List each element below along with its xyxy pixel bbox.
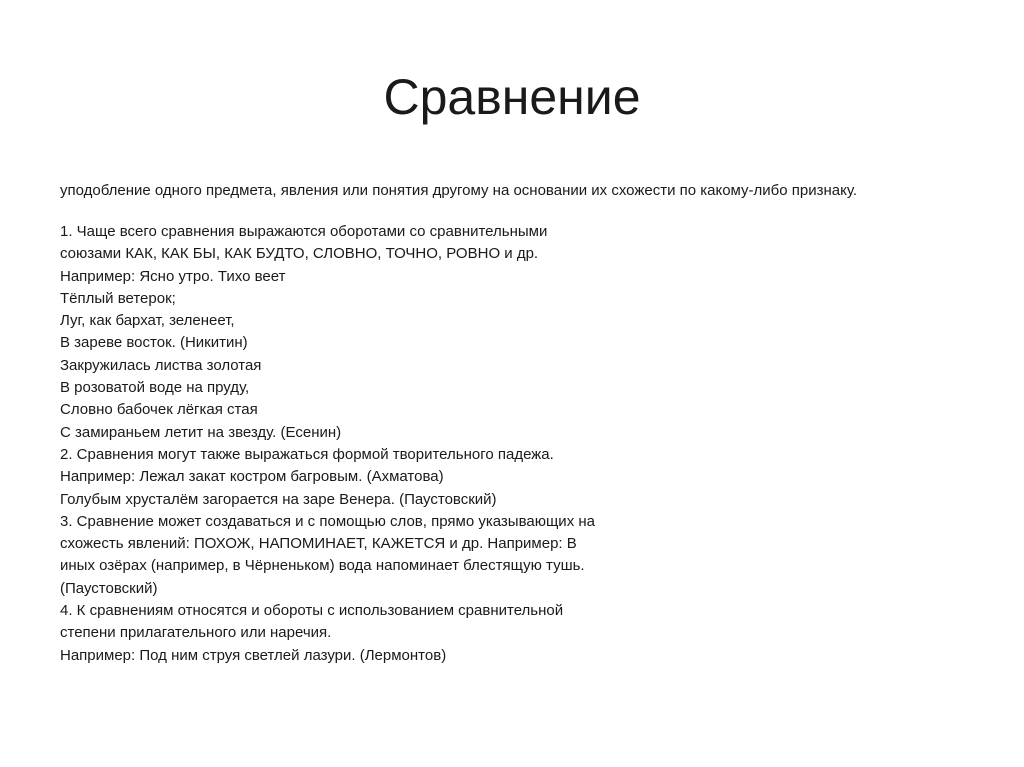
- body-line: союзами КАК, КАК БЫ, КАК БУДТО, СЛОВНО, ТОЧНО, РОВНО и др.: [60, 245, 539, 263]
- body-line: Голубым хрусталём загорается на заре Венера. (Паустовский): [60, 490, 497, 508]
- body-line: (Паустовский): [60, 579, 158, 597]
- slide-title: Сравнение: [383, 69, 641, 125]
- body-line: Например: Ясно утро. Тихо веет: [60, 267, 286, 285]
- body-text: [60, 221, 920, 667]
- body-line: схожесть явлений: ПОХОЖ, НАПОМИНАЕТ, КАЖЕТСЯ и др. Например: В: [60, 535, 577, 553]
- body-line: Словно бабочек лёгкая стая: [60, 401, 258, 419]
- body-line: иных озёрах (например, в Чёрненьком) вода напоминает блестящую тушь.: [60, 557, 585, 575]
- body-line: степени прилагательного или наречия.: [60, 624, 332, 642]
- body-line: В розоватой воде на пруду,: [60, 379, 250, 397]
- body-line: 2. Сравнения могут также выражаться формой творительного падежа.: [60, 445, 554, 463]
- body-line: Например: Под ним струя светлей лазури. (Лермонтов): [60, 646, 447, 664]
- body-line: С замираньем летит на звезду. (Есенин): [60, 423, 342, 441]
- body-line: Например: Лежал закат костром багровым. (Ахматова): [60, 468, 444, 486]
- body-line: Луг, как бархат, зеленеет,: [60, 312, 235, 330]
- body-line: В зареве восток. (Никитин): [60, 334, 248, 352]
- body-line: 4. К сравнениям относятся и обороты с использованием сравнительной: [60, 602, 564, 620]
- definition-text: уподобление одного предмета, явления или понятия другому на основании их схожести по какому-либо признаку.: [60, 182, 858, 199]
- body-line: Закружилась листва золотая: [60, 356, 262, 374]
- body-line: 1. Чаще всего сравнения выражаются оборотами со сравнительными: [60, 223, 548, 240]
- body-line: 3. Сравнение может создаваться и с помощью слов, прямо указывающих на: [60, 512, 595, 530]
- body-line: Тёплый ветерок;: [60, 289, 176, 307]
